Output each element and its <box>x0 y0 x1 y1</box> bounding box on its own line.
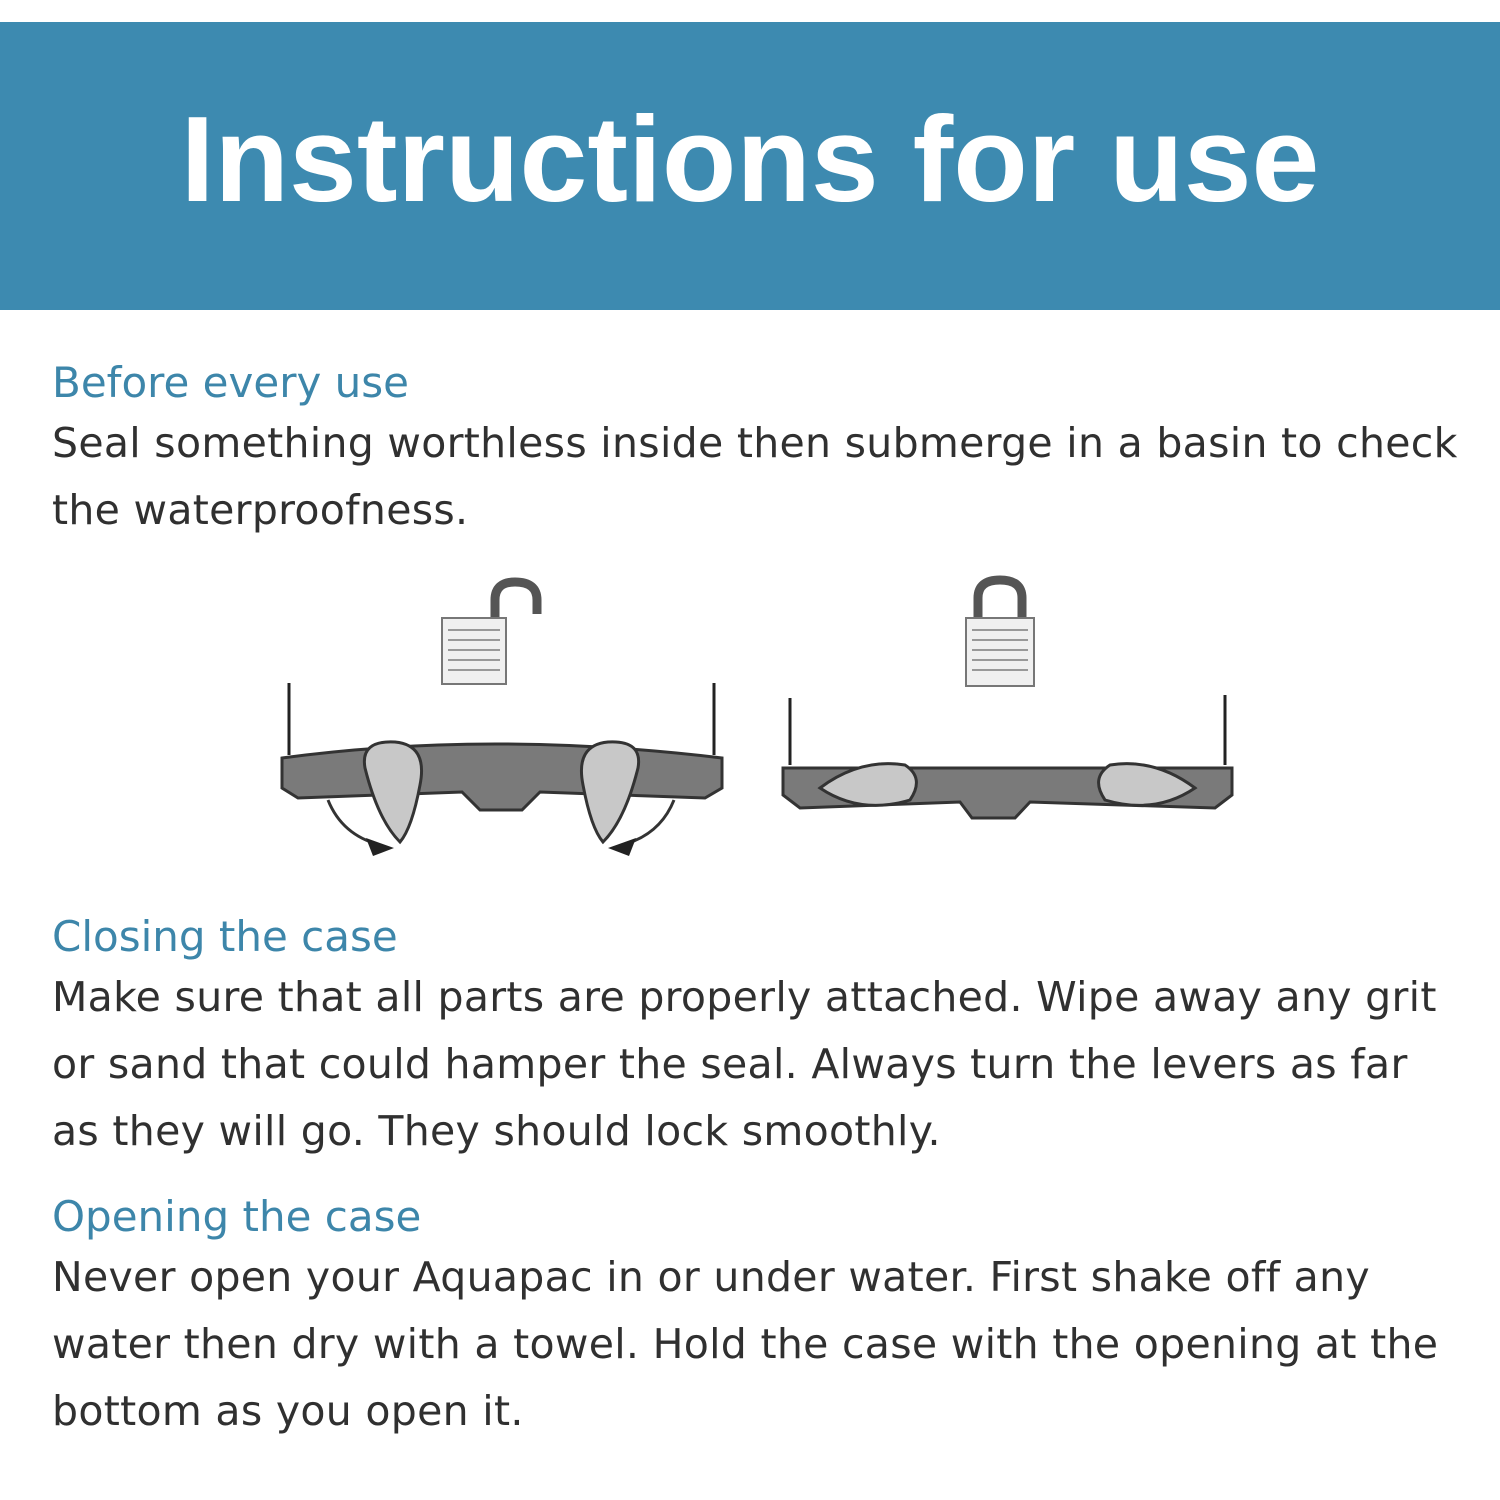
title-banner <box>0 22 1500 310</box>
section-text: Make sure that all parts are properly attached. Wipe away any grit or sand that could hamper the seal. Always turn the levers as far as they will go. They should lock smoothly. <box>52 973 1437 1155</box>
section-closing-the-case <box>52 910 1462 1165</box>
section-heading: Opening the case <box>52 1192 422 1241</box>
padlock-open-icon <box>442 582 537 684</box>
section-text: Seal something worthless inside then submerge in a basin to check the waterproofness. <box>52 419 1458 534</box>
page-title: Instructions for use <box>180 91 1320 227</box>
section-text: Never open your Aquapac in or under water. First shake off any water then dry with a towel. Hold the case with the opening at the bottom as you open it. <box>52 1253 1439 1435</box>
arrow-right-icon <box>622 800 674 845</box>
arrow-left-icon <box>328 800 380 845</box>
case-closing-illustration <box>260 570 1260 870</box>
lever-right <box>581 742 638 842</box>
section-before-every-use <box>52 356 1462 544</box>
section-heading: Closing the case <box>52 912 398 961</box>
case-closed-state <box>783 695 1232 818</box>
lever-left <box>364 742 421 842</box>
padlock-closed-icon <box>966 580 1034 686</box>
section-opening-the-case <box>52 1190 1462 1445</box>
case-open-state <box>282 683 722 856</box>
section-heading: Before every use <box>52 358 410 407</box>
